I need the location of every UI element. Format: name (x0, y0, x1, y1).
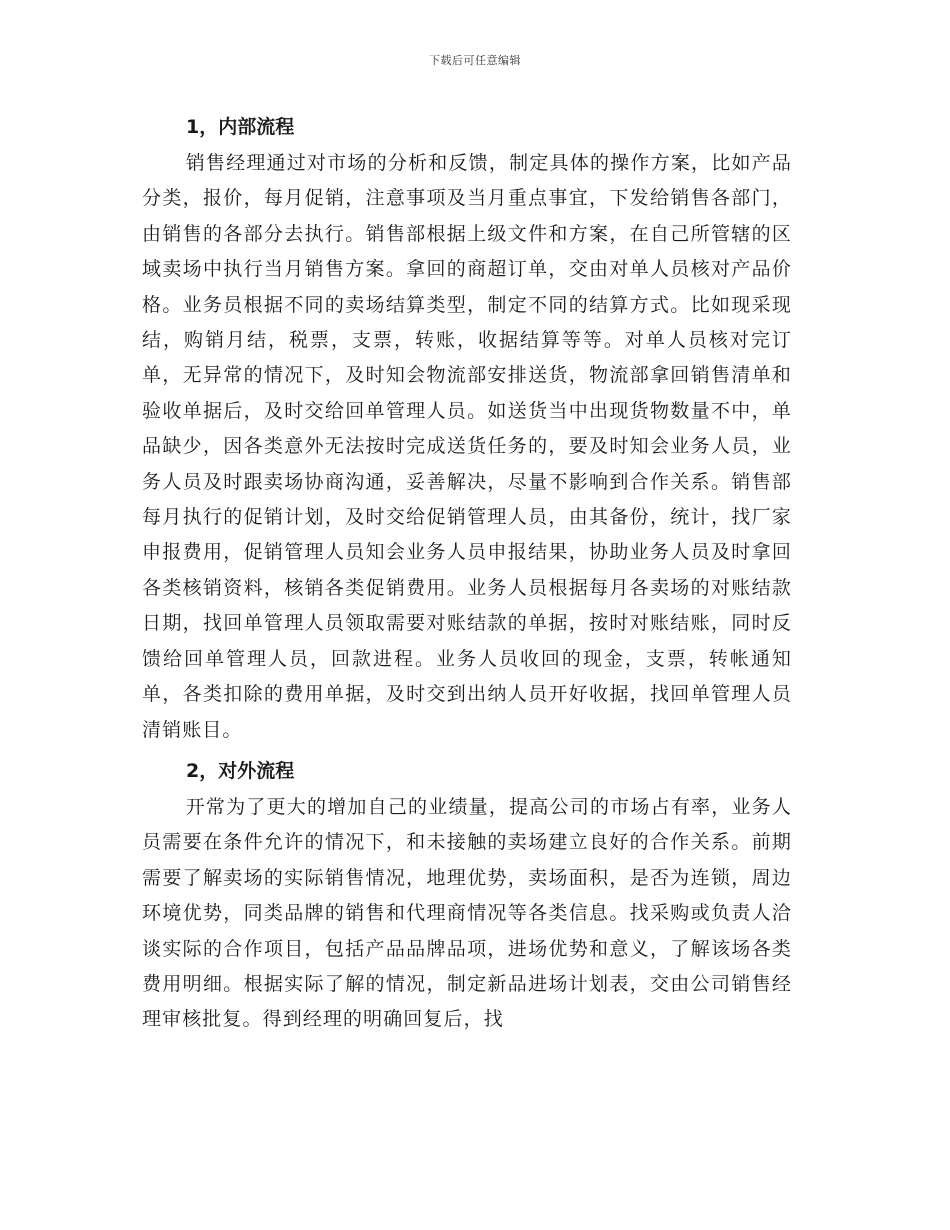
section-heading: 2，对外流程 (186, 759, 295, 782)
page-header: 下载后可任意编辑 (429, 54, 521, 67)
section-external-process (142, 752, 792, 1038)
section-heading: 1，内部流程 (186, 116, 295, 138)
section-paragraph: 销售经理通过对市场的分析和反馈，制定具体的操作方案，比如产品分类，报价，每月促销，注意事项及当月重点事宜，下发给销售各部门，由销售的各部分去执行。销售部根据上级文件和方案，在自己所管辖的区域卖场中执行当月销售方案。拿回的商超订单，交由对单人员核对产品价格。业务员根据不同的卖场结算类型，制定不同的结算方式。比如现采现结，购销月结，税票，支票，转账，收据结算等等。对单人员核对完订单，无异常的情况下，及时知会物流部安排送货，物流部拿回销售清单和验收单据后，及时交给回单管理人员。如送货当中出现货物数量不中，单品缺少，因各类意外无法按时完成送货任务的，要及时知会业务人员，业务人员及时跟卖场协商沟通，妥善解决，尽量不影响到合作关系。销售部每月执行的促销计划，及时交给促销管理人员，由其备份，统计，找厂家申报费用，促销管理人员知会业务人员申报结果，协助业务人员及时拿回各类核销资料，核销各类促销费用。业务人员根据每月各卖场的对账结款日期，找回单管理人员领取需要对账结款的单据，按时对账结账，同时反馈给回单管理人员，回款进程。业务人员收回的现金，支票，转帐通知单，各类扣除的费用单据，及时交到出纳人员开好收据，找回单管理人员清销账目。 (142, 152, 792, 741)
section-internal-process (142, 108, 792, 748)
section-paragraph: 开常为了更大的增加自己的业绩量，提高公司的市场占有率，业务人员需要在条件允许的情况下，和未接触的卖场建立良好的合作关系。前期需要了解卖场的实际销售情况，地理优势，卖场面积，是否为连锁，周边环境优势，同类品牌的销售和代理商情况等各类信息。找采购或负责人洽谈实际的合作项目，包括产品品牌品项，进场优势和意义，了解该场各类费用明细。根据实际了解的情况，制定新品进场计划表，交由公司销售经理审核批复。得到经理的明确回复后，找 (142, 795, 792, 1031)
document-body (142, 108, 792, 1038)
